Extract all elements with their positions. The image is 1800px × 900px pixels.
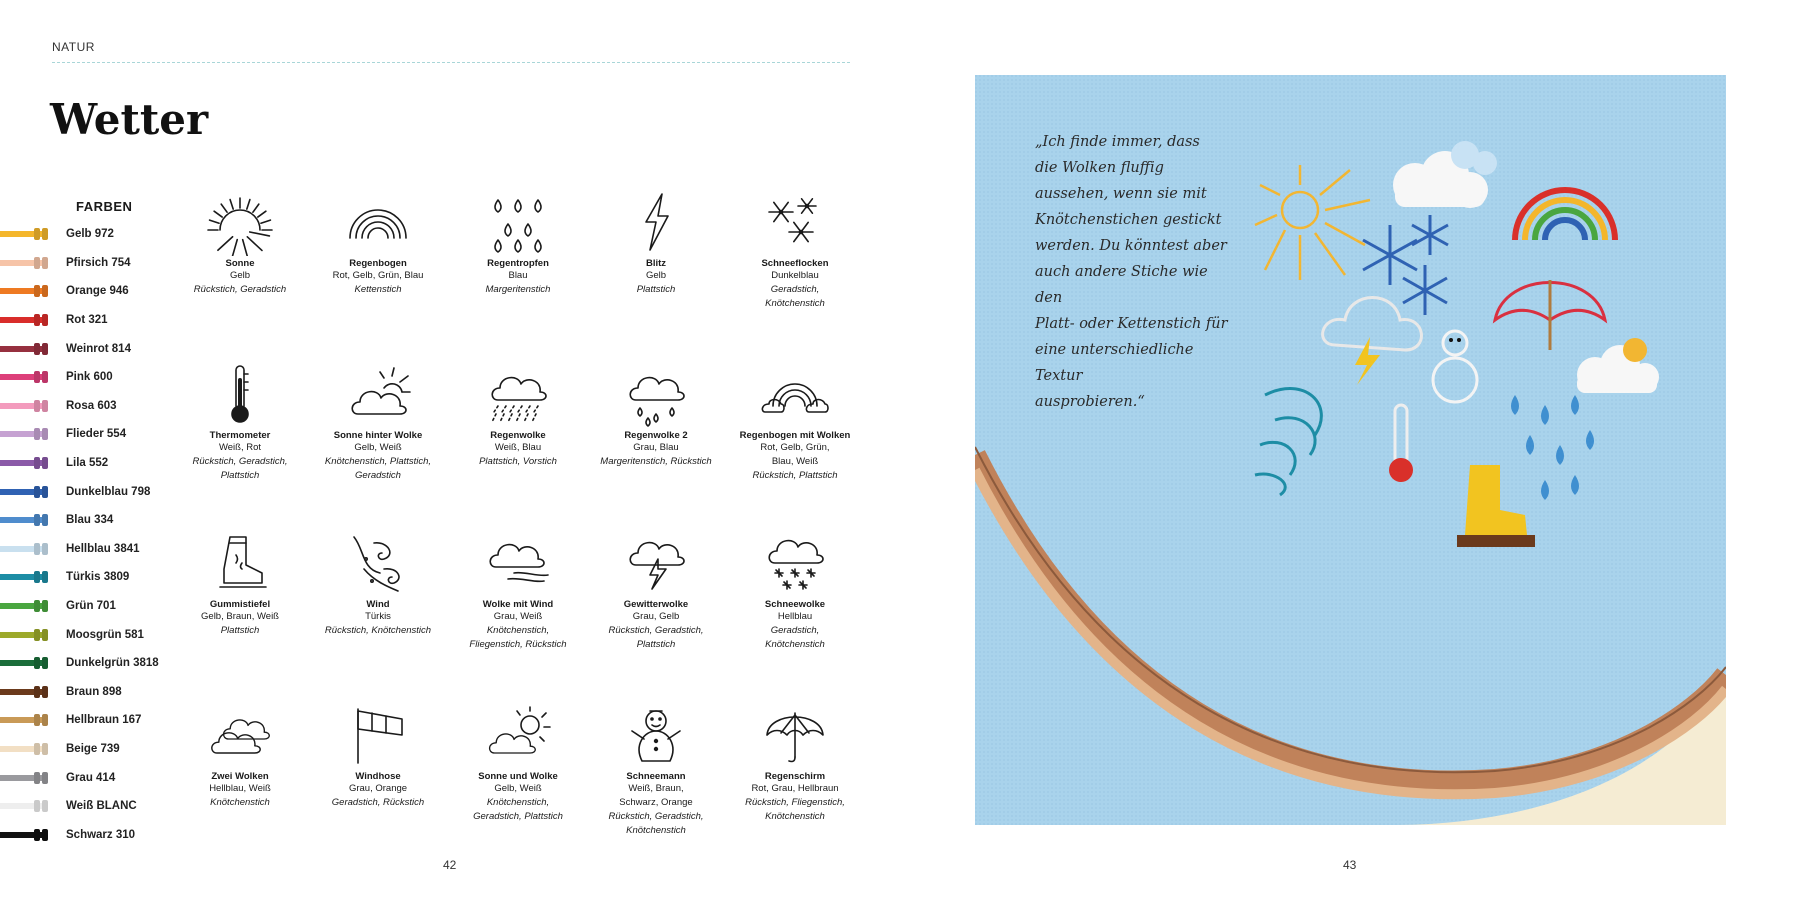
motif-stitch: Knötchenstich, [486,797,550,808]
color-name: Gelb 972 [66,228,114,241]
motif-card [725,529,865,652]
quote-line: „Ich finde immer, dass [1035,134,1200,150]
motif-colors: Blau [508,270,528,281]
motif-name: Wolke mit Wind [482,599,554,610]
motif-stitch: Knötchenstich, [486,625,550,636]
motif-name: Sonne hinter Wolke [333,430,423,441]
motif-colors: Weiß, Braun, [628,783,684,794]
sun-behind-cloud-icon [344,360,412,428]
motif-name: Windhose [355,771,401,782]
motif-card [308,188,448,297]
color-row [0,735,170,764]
color-name: Blau 334 [66,514,114,527]
color-row [0,620,170,649]
thread-swatch-icon [0,600,50,612]
motif-colors: Gelb [645,270,667,281]
snow-cloud-icon [761,529,829,597]
color-name: Dunkelgrün 3818 [66,657,159,670]
motif-card [725,360,865,483]
motif-stitch: Knötchenstich [765,298,825,309]
motif-colors: Grau, Blau [633,442,679,453]
color-row [0,506,170,535]
motif-name: Blitz [645,258,667,269]
motif-colors: Weiß, Blau [494,442,542,453]
motif-stitch: Rückstich, Geradstich, [608,625,704,636]
motif-stitch: Rückstich, Plattstich [752,470,838,481]
color-name: Grau 414 [66,771,116,784]
motif-stitch: Plattstich [220,470,260,481]
motif-name: Sonne und Wolke [478,771,558,782]
color-name: Pfirsich 754 [66,256,131,269]
section-divider [52,62,850,63]
color-row [0,249,170,278]
motif-stitch: Margeritenstich [485,284,551,295]
color-name: Moosgrün 581 [66,628,144,641]
motif-stitch: Geradstich, Plattstich [473,811,563,822]
color-row [0,392,170,421]
color-row [0,563,170,592]
motif-card [448,529,588,652]
quote-line: Knötchenstichen gestickt [1035,212,1222,228]
color-name: Rosa 603 [66,399,117,412]
motif-stitch: Knötchenstich [210,797,270,808]
motif-colors: Türkis [365,611,391,622]
thread-swatch-icon [0,285,50,297]
motif-card [170,529,310,638]
motif-stitch: Kettenstich [354,284,402,295]
motif-name: Regenbogen mit Wolken [739,430,851,441]
color-name: Braun 898 [66,685,122,698]
motif-name: Regentropfen [487,258,549,269]
quote-line: ausprobieren.“ [1035,394,1145,410]
rubber-boot-icon [206,529,274,597]
sun-and-cloud-icon [484,701,552,769]
motif-grid [170,188,860,848]
motif-stitch: Plattstich [636,639,676,650]
motif-card [586,529,726,652]
sun-icon [206,188,274,256]
color-row [0,792,170,821]
motif-colors: Grau, Gelb [632,611,680,622]
wind-icon [344,529,412,597]
motif-colors: Rot, Gelb, Grün, [760,442,830,453]
motif-name: Sonne [225,258,255,269]
thread-swatch-icon [0,543,50,555]
color-name: Dunkelblau 798 [66,485,151,498]
color-name: Weinrot 814 [66,342,131,355]
motif-card [725,188,865,311]
motif-name: Regenbogen [349,258,407,269]
thread-swatch-icon [0,514,50,526]
motif-name: Schneeflocken [761,258,829,269]
motif-colors: Gelb, Weiß [354,442,402,453]
thread-swatch-icon [0,314,50,326]
colors-heading: FARBEN [76,199,133,214]
color-name: Türkis 3809 [66,571,130,584]
color-row [0,277,170,306]
section-label: NATUR [52,40,95,54]
motif-name: Regenwolke [490,430,546,441]
motif-name: Schneewolke [764,599,826,610]
page-title: Wetter [50,95,209,144]
right-page [900,0,1800,900]
motif-colors: Gelb, Weiß [494,783,542,794]
motif-colors: Dunkelblau [771,270,819,281]
color-name: Beige 739 [66,742,120,755]
thread-swatch-icon [0,571,50,583]
color-row [0,334,170,363]
quote-line: auch andere Stiche wie den [1035,264,1208,306]
thread-swatch-icon [0,743,50,755]
motif-stitch: Rückstich, Knötchenstich [324,625,432,636]
motif-stitch: Knötchenstich [626,825,686,836]
motif-stitch: Geradstich, [770,284,820,295]
motif-stitch: Rückstich, Geradstich, [608,811,704,822]
color-row [0,592,170,621]
quote-line: werden. Du könntest aber [1035,238,1227,254]
umbrella-icon [761,701,829,769]
quote-line: aussehen, wenn sie mit [1035,186,1207,202]
motif-card [448,360,588,469]
motif-name: Wind [366,599,390,610]
thread-swatch-icon [0,400,50,412]
motif-colors: Hellblau, Weiß [209,783,271,794]
motif-stitch: Rückstich, Geradstich [193,284,287,295]
motif-stitch: Knötchenstich, Plattstich, [324,456,432,467]
motif-stitch: Geradstich, Rückstich [331,797,425,808]
motif-stitch: Plattstich [636,284,676,295]
motif-card [308,529,448,638]
thread-swatch-icon [0,257,50,269]
motif-colors: Blau, Weiß [771,456,819,467]
motif-name: Zwei Wolken [211,771,269,782]
raindrops-icon [484,188,552,256]
motif-colors: Grau, Weiß [493,611,543,622]
motif-colors: Rot, Grau, Hellbraun [751,783,839,794]
windsock-icon [344,701,412,769]
thread-swatch-icon [0,343,50,355]
motif-stitch: Rückstich, Geradstich, [192,456,288,467]
color-row [0,363,170,392]
color-name: Rot 321 [66,314,108,327]
rainbow-clouds-icon [761,360,829,428]
motif-card [448,701,588,824]
lightning-icon [622,188,690,256]
motif-card [170,360,310,483]
color-row [0,678,170,707]
motif-stitch: Plattstich, Vorstich [479,456,557,467]
motif-stitch: Geradstich [355,470,401,481]
motif-colors: Rot, Gelb, Grün, Blau [332,270,424,281]
thread-swatch-icon [0,686,50,698]
embroidery-photo [975,75,1726,825]
motif-name: Thermometer [209,430,271,441]
motif-stitch: Geradstich, [770,625,820,636]
motif-colors: Weiß, Rot [218,442,262,453]
motif-stitch: Fliegenstich, Rückstich [469,639,567,650]
quote-line: eine unterschiedliche Textur [1035,342,1194,384]
thread-swatch-icon [0,800,50,812]
thread-swatch-icon [0,772,50,784]
motif-card [586,360,726,469]
motif-card [308,360,448,483]
page-number-right: 43 [1343,858,1357,872]
color-name: Orange 946 [66,285,129,298]
thermometer-icon [206,360,274,428]
motif-name: Regenschirm [764,771,826,782]
color-row [0,763,170,792]
motif-stitch: Knötchenstich [765,811,825,822]
color-name: Schwarz 310 [66,828,136,841]
rain-cloud-icon [484,360,552,428]
cloud-wind-icon [484,529,552,597]
thread-swatch-icon [0,457,50,469]
color-row [0,820,170,849]
rain-cloud-2-icon [622,360,690,428]
thread-swatch-icon [0,486,50,498]
snowflakes-icon [761,188,829,256]
rainbow-icon [344,188,412,256]
motif-card [586,188,726,297]
storm-cloud-icon [622,529,690,597]
motif-stitch: Rückstich, Fliegenstich, [745,797,845,808]
motif-name: Regenwolke 2 [624,430,688,441]
motif-name: Schneemann [626,771,686,782]
color-name: Flieder 554 [66,428,127,441]
color-row [0,535,170,564]
motif-card [170,701,310,810]
color-row [0,420,170,449]
color-name: Weiß BLANC [66,800,137,813]
motif-colors: Gelb, Braun, Weiß [201,611,279,622]
motif-name: Gewitterwolke [623,599,689,610]
motif-colors: Gelb [229,270,251,281]
color-name: Lila 552 [66,457,109,470]
motif-stitch: Plattstich [220,625,260,636]
thread-swatch-icon [0,714,50,726]
motif-card [586,701,726,838]
color-list [0,220,170,849]
color-name: Grün 701 [66,600,116,613]
thread-swatch-icon [0,428,50,440]
motif-card [308,701,448,810]
motif-name: Gummistiefel [209,599,271,610]
thread-swatch-icon [0,657,50,669]
color-row [0,449,170,478]
color-name: Hellbraun 167 [66,714,142,727]
motif-card [725,701,865,824]
color-name: Pink 600 [66,371,113,384]
quote-text [1035,129,1235,415]
motif-colors: Hellblau [777,611,813,622]
motif-colors: Grau, Orange [348,783,408,794]
color-row [0,706,170,735]
thread-swatch-icon [0,829,50,841]
color-name: Hellblau 3841 [66,542,140,555]
color-row [0,477,170,506]
color-row [0,306,170,335]
color-row [0,649,170,678]
snowman-icon [622,701,690,769]
page-number-left: 42 [443,858,457,872]
motif-stitch: Knötchenstich [765,639,825,650]
thread-swatch-icon [0,629,50,641]
motif-card [448,188,588,297]
motif-stitch: Margeritenstich, Rückstich [600,456,712,467]
thread-swatch-icon [0,371,50,383]
quote-line: Platt- oder Kettenstich für [1035,316,1228,332]
color-row [0,220,170,249]
motif-card [170,188,310,297]
two-clouds-icon [206,701,274,769]
motif-colors: Schwarz, Orange [619,797,693,808]
thread-swatch-icon [0,228,50,240]
quote-line: die Wolken fluffig [1035,160,1164,176]
